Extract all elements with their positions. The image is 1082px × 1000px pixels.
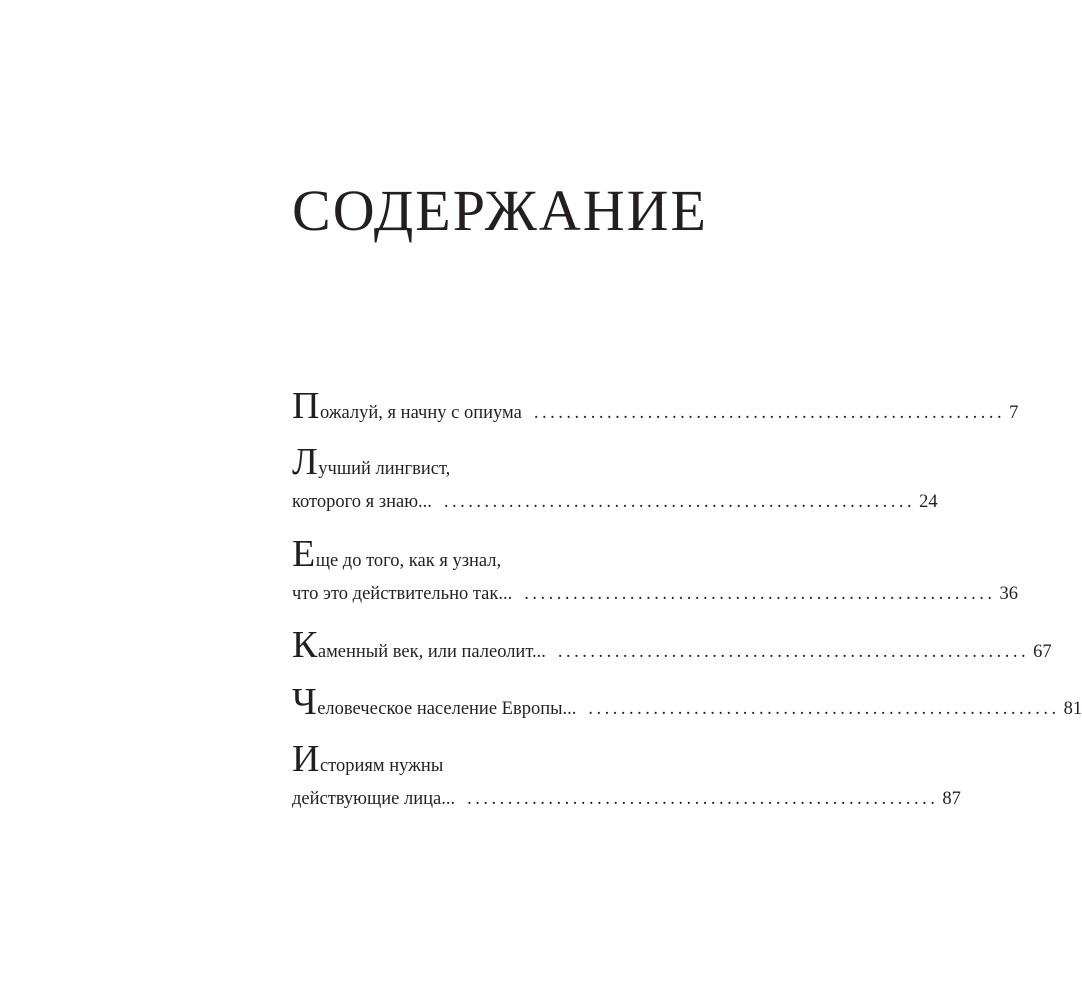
toc-entry-title [292,441,451,483]
toc-entry-title-continued: что это действительно так... [292,584,513,604]
toc-entry-title [292,738,444,780]
toc-entry-title-rest: сториям нужны [319,756,444,776]
toc-entry-initial: И [292,738,320,780]
toc-entry-line [292,385,1019,427]
toc-entry-initial: Л [292,441,319,483]
toc-entry-line [292,482,938,522]
toc-entry-title-continued: которого я знаю... [292,492,432,512]
toc-page-number: 36 [999,584,1019,604]
toc-entry-line [292,442,706,482]
toc-entry[interactable] [292,533,1019,614]
dot-leader: .......................................................... [533,403,1006,423]
toc-entry-title [292,533,502,575]
toc-entry[interactable] [292,385,1019,427]
toc-entry-line [292,739,706,779]
toc-entry[interactable] [292,681,1082,723]
toc-entry-title-rest: учший лингвист, [318,459,451,479]
toc-entry-line [292,779,961,819]
toc-entry[interactable] [292,738,961,819]
dot-leader: .......................................................... [588,699,1060,719]
toc-entry[interactable] [292,441,938,522]
toc-entry-title-continued: действующие лица... [292,789,456,809]
toc-entry-line [292,681,1082,723]
toc-entry[interactable] [292,624,1052,666]
page-title: СОДЕРЖАНИЕ [292,178,708,243]
toc-entry-title [292,625,546,672]
toc-entry-initial: К [292,624,318,666]
dot-leader: .......................................................... [467,789,939,809]
dot-leader: .......................................................... [524,584,996,604]
toc-page-number: 7 [1009,403,1019,423]
toc-page-number: 67 [1033,642,1052,662]
dot-leader: .......................................................... [443,492,916,512]
toc-entry-line [292,624,1052,666]
toc-entry-title [292,386,522,433]
toc-entry-title-rest: ожалуй, я начну с опиума [319,403,522,423]
toc-entry-title [292,682,576,729]
toc-entry-title-rest: ще до того, как я узнал, [315,551,502,571]
dot-leader: .......................................................... [557,642,1030,662]
toc-entry-line [292,534,706,574]
toc-entry-line [292,574,1019,614]
toc-entry-title-rest: аменный век, или палеолит... [317,642,546,662]
toc-entry-initial: Е [292,533,316,575]
toc-entry-title-rest: еловеческое население Европы... [317,699,577,719]
toc-page-number: 24 [919,492,938,512]
toc-entry-initial: Ч [292,681,318,723]
toc-page-number: 81 [1063,699,1082,719]
toc-entry-initial: П [292,385,320,427]
toc-page-number: 87 [942,789,961,809]
